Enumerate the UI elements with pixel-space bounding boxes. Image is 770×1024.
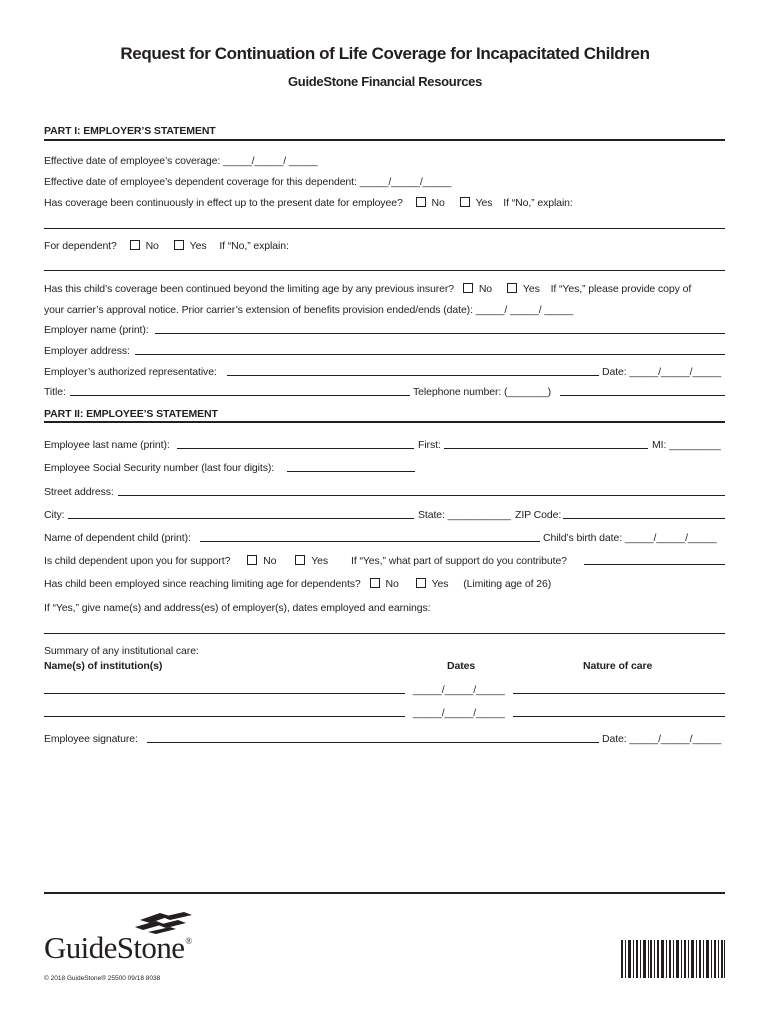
part2-rule	[44, 421, 725, 423]
part1-rule	[44, 139, 725, 141]
zip-line[interactable]	[563, 518, 725, 519]
institution-column-header: Name(s) of institution(s)	[44, 660, 163, 672]
previous-insurer-no-checkbox[interactable]	[463, 283, 473, 293]
employed-no-checkbox[interactable]	[370, 578, 380, 588]
dependent-no-checkbox[interactable]	[130, 240, 140, 250]
continuous-no-label: No	[431, 197, 445, 209]
authorized-rep-label: Employer’s authorized representative:	[44, 366, 217, 378]
support-no-checkbox[interactable]	[247, 555, 257, 565]
authorized-rep-date-field[interactable]: Date: _____/_____/_____	[602, 366, 722, 378]
support-part-line[interactable]	[584, 564, 725, 565]
nature-line-1[interactable]	[513, 693, 725, 694]
employers-details-label: If “Yes,” give name(s) and address(es) of employer(s), dates employed and earnings:	[44, 602, 431, 614]
part1-heading: PART I: EMPLOYER’S STATEMENT	[44, 125, 216, 137]
nature-line-2[interactable]	[513, 716, 725, 717]
footer-copyright: © 2018 GuideStone® 25500 09/18 8038	[44, 975, 161, 982]
effective-coverage-date-field[interactable]: Effective date of employee’s coverage: _____/_____/ _____	[44, 155, 318, 167]
employer-name-label: Employer name (print):	[44, 324, 149, 336]
dependent-if-no-explain: If “No,” explain:	[219, 240, 289, 252]
previous-insurer-if-yes: If “Yes,” please provide copy of	[550, 283, 692, 295]
barcode-icon	[621, 940, 725, 978]
employed-no-label: No	[385, 578, 399, 590]
previous-insurer-yes-label: Yes	[522, 283, 540, 295]
employer-address-label: Employer address:	[44, 345, 130, 357]
zip-label: ZIP Code:	[515, 509, 562, 521]
employers-details-line[interactable]	[44, 633, 725, 634]
authorized-rep-line[interactable]	[227, 375, 599, 376]
institution-line-1[interactable]	[44, 693, 405, 694]
support-row	[44, 555, 328, 567]
continuous-explain-line[interactable]	[44, 228, 725, 229]
support-no-label: No	[263, 555, 277, 567]
dependent-explain-line[interactable]	[44, 270, 725, 271]
employee-signature-line[interactable]	[147, 742, 599, 743]
form-subtitle: GuideStone Financial Resources	[288, 74, 482, 89]
carrier-notice-field[interactable]: your carrier’s approval notice. Prior carrier’s extension of benefits provision ended/ends (date): _____/ _____/ _____	[44, 304, 574, 316]
street-address-line[interactable]	[118, 495, 725, 496]
previous-insurer-row	[44, 283, 691, 295]
logo-wordmark: GuideStone	[44, 930, 185, 965]
continuous-coverage-row	[44, 197, 573, 209]
continuous-yes-checkbox[interactable]	[460, 197, 470, 207]
form-title: Request for Continuation of Life Coverage for Incapacitated Children	[120, 44, 650, 63]
employed-question: Has child been employed since reaching limiting age for dependents?	[44, 578, 361, 590]
first-name-line[interactable]	[444, 448, 648, 449]
limiting-age-note: (Limiting age of 26)	[463, 578, 552, 590]
city-label: City:	[44, 509, 65, 521]
part2-heading: PART II: EMPLOYEE’S STATEMENT	[44, 408, 218, 420]
telephone-line[interactable]	[560, 395, 725, 396]
nature-column-header: Nature of care	[583, 660, 653, 672]
last-name-label: Employee last name (print):	[44, 439, 170, 451]
employed-yes-checkbox[interactable]	[416, 578, 426, 588]
continuous-coverage-question: Has coverage been continuously in effect up to the present date for employee?	[44, 197, 403, 209]
employed-row	[44, 578, 551, 590]
dependent-no-label: No	[145, 240, 159, 252]
support-part-label: If “Yes,” what part of support do you contribute?	[351, 555, 567, 567]
last-name-line[interactable]	[177, 448, 414, 449]
continuous-no-checkbox[interactable]	[416, 197, 426, 207]
previous-insurer-yes-checkbox[interactable]	[507, 283, 517, 293]
dependent-yes-checkbox[interactable]	[174, 240, 184, 250]
logo-registered-mark: ®	[185, 936, 192, 946]
guidestone-logo	[44, 930, 192, 966]
middle-initial-field[interactable]: MI: _________	[652, 439, 721, 451]
institution-dates-2[interactable]: _____/_____/_____	[413, 707, 505, 719]
dependent-name-label: Name of dependent child (print):	[44, 532, 191, 544]
first-name-label: First:	[418, 439, 441, 451]
employed-yes-label: Yes	[431, 578, 449, 590]
previous-insurer-no-label: No	[478, 283, 493, 295]
support-question: Is child dependent upon you for support?	[44, 555, 231, 567]
support-yes-label: Yes	[311, 555, 329, 567]
title-label: Title:	[44, 386, 66, 398]
previous-insurer-question: Has this child’s coverage been continued beyond the limiting age by any previous insurer?	[44, 283, 454, 295]
for-dependent-label: For dependent?	[44, 240, 117, 252]
dependent-name-line[interactable]	[200, 541, 540, 542]
signature-date-field[interactable]: Date: _____/_____/_____	[602, 733, 722, 745]
dependent-yes-label: Yes	[189, 240, 207, 252]
employer-address-line[interactable]	[135, 354, 725, 355]
city-line[interactable]	[68, 518, 414, 519]
effective-dependent-coverage-date-field[interactable]: Effective date of employee’s dependent coverage for this dependent: _____/_____/_____	[44, 176, 452, 188]
ssn-label: Employee Social Security number (last four digits):	[44, 462, 275, 474]
employee-signature-label: Employee signature:	[44, 733, 138, 745]
dates-column-header: Dates	[447, 660, 476, 672]
institution-line-2[interactable]	[44, 716, 405, 717]
title-line[interactable]	[70, 395, 410, 396]
footer-rule	[44, 892, 725, 894]
ssn-line[interactable]	[287, 471, 415, 472]
continuous-if-no-explain: If “No,” explain:	[503, 197, 573, 209]
institution-dates-1[interactable]: _____/_____/_____	[413, 684, 505, 696]
continuous-yes-label: Yes	[475, 197, 493, 209]
institutional-care-summary: Summary of any institutional care:	[44, 645, 199, 657]
dependent-coverage-row	[44, 240, 289, 252]
birth-date-field[interactable]: Child’s birth date: _____/_____/_____	[543, 532, 717, 544]
state-field[interactable]: State: ___________	[418, 509, 511, 521]
street-address-label: Street address:	[44, 486, 114, 498]
support-yes-checkbox[interactable]	[295, 555, 305, 565]
employer-name-line[interactable]	[155, 333, 725, 334]
telephone-label: Telephone number: (_______)	[413, 386, 551, 398]
